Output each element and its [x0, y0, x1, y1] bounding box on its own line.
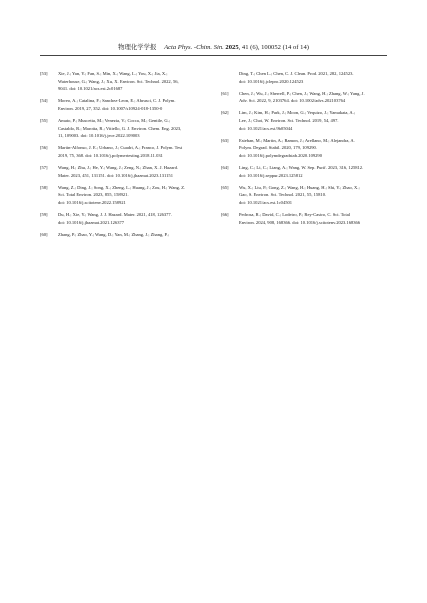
reference-entry [40, 211, 212, 226]
reference-text-line: Adv. Sci. 2022, 9, 2103764. doi: 10.1002/advs.202103764 [239, 98, 346, 104]
header-rule [40, 55, 387, 56]
reference-text-line: Zhang, P.; Zhao, Y.; Wang, D.; Yan, M.; Zhang, J.; Zhang, P.; [58, 231, 169, 237]
reference-text-line: doi: 10.1016/j.polymdegradstab.2020.109290 [239, 152, 322, 158]
reference-number: [60] [40, 231, 48, 237]
reference-entry [40, 231, 212, 239]
reference-number: [56] [40, 145, 48, 151]
reference-text-line: doi: 10.1021/acs.est.1c04501 [239, 199, 293, 205]
reference-number: [59] [40, 211, 48, 217]
reference-entry [40, 164, 212, 179]
reference-number: [55] [40, 117, 48, 123]
reference-text-line: Wang, H.; Zhu, J.; He, Y.; Wang, J.; Zeng, N.; Zhan, X. J. Hazard. [58, 164, 179, 170]
reference-entry [221, 184, 393, 207]
reference-number: [57] [40, 164, 48, 170]
reference-number: [63] [221, 137, 229, 143]
reference-column-left [40, 70, 212, 243]
reference-entry [221, 164, 393, 179]
reference-entry [40, 184, 212, 207]
reference-entry [221, 137, 393, 160]
reference-entry [221, 90, 393, 105]
reference-text-line: Du, H.; Xie, Y.; Wang, J. J. Hazard. Mater. 2021, 418, 126377. [58, 211, 172, 217]
reference-text-line: Gao, S. Environ. Sci. Technol. 2021, 55, 15810. [239, 192, 327, 198]
reference-text-line: Waterhouse, G.; Wang, J.; Xu, X. Environ. Sci. Technol. 2022, 56, [58, 78, 179, 84]
reference-text-line: Pedrosa, R.; David, C.; Lodeiro, P.; Rey-Castro, C. Sci. Total [239, 211, 350, 217]
reference-text-line: Polym. Degrad. Stabil. 2020, 179, 109290. [239, 145, 317, 151]
reference-number: [64] [221, 164, 229, 170]
reference-text-line: doi: 10.1021/acs.est.9b05044 [239, 125, 293, 131]
reference-number: [65] [221, 184, 229, 190]
reference-text-line: Lim, J.; Kim, H.; Park, J.; Moon, G.; Vequizo, J.; Yamakata, A.; [239, 110, 356, 116]
journal-name: Acta Phys. -Chim. Sin. [164, 44, 224, 51]
reference-text-line: 9041. doi: 10.1021/acs.est.2c01687 [58, 86, 123, 92]
reference-text-line: doi: 10.1016/j.seppur.2023.125812 [239, 172, 303, 178]
reference-text-line: Sci. Total Environ. 2023, 855, 158921. [58, 192, 129, 198]
reference-entry [40, 97, 212, 112]
reference-entry [221, 70, 393, 85]
reference-text-line: Castaldo, R.; Marotta, R.; Vitiello, G. J. Environ. Chem. Eng. 2023, [58, 125, 182, 131]
reference-number: [62] [221, 110, 229, 116]
reference-number: [66] [221, 211, 229, 217]
reference-text-line: Wu, X.; Liu, P.; Gong, Z.; Wang, H.; Huang, H.; Shi, Y.; Zhao, X.; [239, 184, 360, 190]
reference-number: [61] [221, 90, 229, 96]
reference-column-right [221, 70, 393, 231]
volume-page-info: , 41 (6), 100052 (14 of 14) [238, 44, 309, 51]
publication-year: 2025 [225, 44, 239, 51]
reference-text-line: Lee, J.; Choi, W. Environ. Sci. Technol. 2019, 54, 497. [239, 117, 339, 123]
reference-number: [53] [40, 71, 48, 76]
reference-text-line: 11, 109003. doi: 10.1016/j.jece.2022.109003 [58, 133, 140, 139]
reference-entry [221, 211, 393, 226]
reference-text-line: Ding, T.; Chen L.; Chen, C. J. Clean. Prod. 2021, 282, 124523. [239, 71, 354, 76]
reference-text-line: 2019, 75, 368. doi: 10.1016/j.polymertesting.2018.11.031 [58, 152, 163, 158]
reference-text-line: Xie, J.; Yan, Y.; Fan, S.; Min, X.; Wang, L.; You, X.; Jia, X.; [58, 71, 168, 76]
reference-entry [221, 109, 393, 132]
reference-text-line: Ling, C.; Li, C.; Liang, A.; Wang, W. Sep. Purif. 2023, 316, 125812. [239, 164, 364, 170]
reference-entry [40, 70, 212, 93]
reference-text-line: doi: 10.1016/j.jhazmat.2021.126377 [58, 219, 125, 225]
running-header [0, 42, 427, 51]
reference-text-line: Environ. 2024, 908, 168366. doi: 10.1016/j.scitotenv.2023.168366 [239, 219, 361, 225]
journal-chinese-title: 物理化学学报 [118, 43, 157, 51]
reference-text-line: Amato, P.; Muscetta, M.; Venezia, V.; Cocca, M.; Gentile, G.; [58, 117, 171, 123]
reference-text-line: Wang, Z.; Ding, J.; Song, X.; Zheng, L.; Huang, J.; Zou, H.; Wang, Z. [58, 184, 186, 190]
reference-text-line: Environ. 2019, 27, 352. doi: 10.1007/s10924-018-1350-0 [58, 105, 163, 111]
reference-text-line: Moreo, A.; Catalina, F.; Sanchez-Leon, E.; Abrusci, C. J. Polym. [58, 98, 176, 104]
reference-text-line: Martin-Alfonso, J. E.; Urbano, J.; Cuadri, A.; Franco, J. Polym. Test [58, 145, 183, 151]
reference-number: [58] [40, 184, 48, 190]
reference-text-line: Esteban, M.; Martin, A.; Ramon, J.; Arellano, M.; Alejandra, A. [239, 137, 355, 143]
reference-entry [40, 117, 212, 140]
reference-text-line: Mater. 2023, 451, 131151. doi: 10.1016/j.jhazmat.2023.131151 [58, 172, 173, 178]
reference-text-line: Chen, J.; Wu, J.; Sherrell, P.; Chen, J.; Wang, H.; Zhang, W.; Yang, J. [239, 90, 365, 96]
reference-entry [40, 144, 212, 159]
reference-number: [54] [40, 98, 48, 104]
reference-text-line: doi: 10.1016/j.scitotenv.2022.158921 [58, 199, 126, 205]
reference-text-line: doi: 10.1016/j.jclepro.2020.124523 [239, 78, 304, 84]
